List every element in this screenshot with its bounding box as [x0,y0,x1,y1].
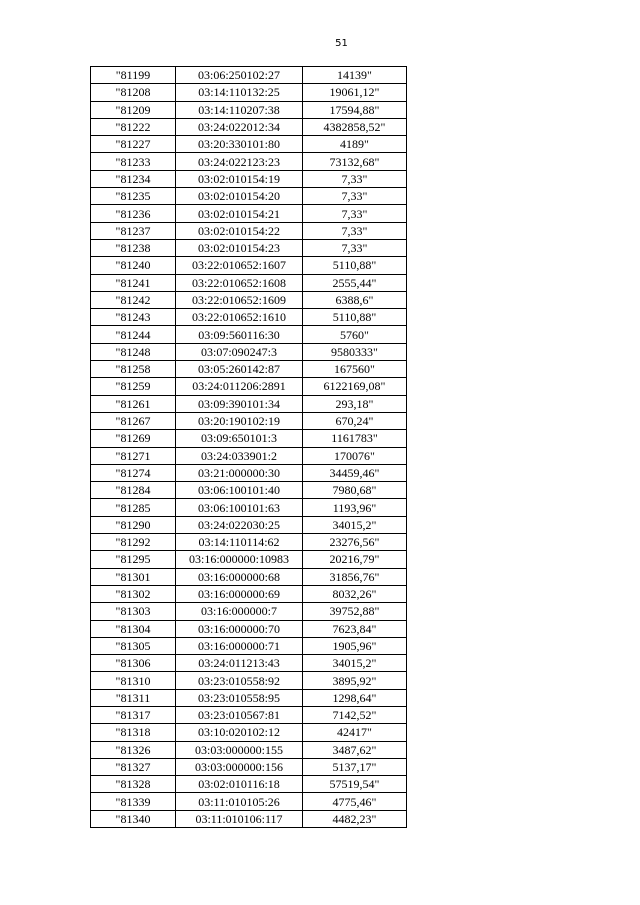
cadastral-number-cell: 03:02:010154:22 [176,222,303,239]
table-row [91,464,407,481]
value-cell: 4189" [303,136,407,153]
record-id-cell: "81295 [91,551,176,568]
cadastral-number-cell: 03:09:650101:3 [176,430,303,447]
cadastral-number-cell: 03:16:000000:7 [176,603,303,620]
record-id-cell: "81222 [91,118,176,135]
record-id-cell: "81269 [91,430,176,447]
cadastral-number-cell: 03:02:010154:19 [176,170,303,187]
cadastral-number-cell: 03:09:560116:30 [176,326,303,343]
table-row [91,274,407,291]
table-row [91,101,407,118]
cadastral-number-cell: 03:03:000000:155 [176,741,303,758]
cadastral-number-cell: 03:07:090247:3 [176,343,303,360]
value-cell: 7,33" [303,170,407,187]
table-row [91,620,407,637]
value-cell: 14139" [303,67,407,84]
record-id-cell: "81304 [91,620,176,637]
value-cell: 17594,88" [303,101,407,118]
table-row [91,205,407,222]
cadastral-number-cell: 03:11:010106:117 [176,810,303,827]
record-id-cell: "81199 [91,67,176,84]
table-row [91,551,407,568]
value-cell: 23276,56" [303,534,407,551]
value-cell: 8032,26" [303,585,407,602]
table-row [91,689,407,706]
table-row [91,776,407,793]
cadastral-number-cell: 03:02:010154:21 [176,205,303,222]
table-row [91,84,407,101]
table-row [91,482,407,499]
table-row [91,724,407,741]
record-id-cell: "81327 [91,758,176,775]
table-row [91,153,407,170]
table-row [91,793,407,810]
data-table [90,66,407,828]
table-row [91,188,407,205]
cadastral-number-cell: 03:16:000000:10983 [176,551,303,568]
record-id-cell: "81227 [91,136,176,153]
cadastral-number-cell: 03:22:010652:1608 [176,274,303,291]
table-row [91,672,407,689]
cadastral-number-cell: 03:24:011213:43 [176,655,303,672]
table-row [91,741,407,758]
cadastral-number-cell: 03:06:250102:27 [176,67,303,84]
cadastral-number-cell: 03:02:010154:20 [176,188,303,205]
value-cell: 9580333" [303,343,407,360]
table-row [91,758,407,775]
value-cell: 34459,46" [303,464,407,481]
cadastral-number-cell: 03:23:010558:92 [176,672,303,689]
cadastral-number-cell: 03:22:010652:1607 [176,257,303,274]
table-row [91,170,407,187]
value-cell: 167560" [303,361,407,378]
value-cell: 7,33" [303,222,407,239]
value-cell: 7,33" [303,205,407,222]
value-cell: 3487,62" [303,741,407,758]
record-id-cell: "81267 [91,412,176,429]
cadastral-number-cell: 03:10:020102:12 [176,724,303,741]
record-id-cell: "81258 [91,361,176,378]
value-cell: 42417" [303,724,407,741]
cadastral-number-cell: 03:20:330101:80 [176,136,303,153]
record-id-cell: "81301 [91,568,176,585]
record-id-cell: "81208 [91,84,176,101]
cadastral-number-cell: 03:24:033901:2 [176,447,303,464]
record-id-cell: "81317 [91,706,176,723]
record-id-cell: "81328 [91,776,176,793]
value-cell: 7623,84" [303,620,407,637]
record-id-cell: "81310 [91,672,176,689]
table-row [91,655,407,672]
table-row [91,447,407,464]
value-cell: 73132,68" [303,153,407,170]
cadastral-number-cell: 03:24:022012:34 [176,118,303,135]
table-row [91,412,407,429]
value-cell: 57519,54" [303,776,407,793]
value-cell: 6388,6" [303,291,407,308]
table-row [91,343,407,360]
cadastral-number-cell: 03:16:000000:70 [176,620,303,637]
record-id-cell: "81209 [91,101,176,118]
record-id-cell: "81290 [91,516,176,533]
value-cell: 7,33" [303,188,407,205]
record-id-cell: "81259 [91,378,176,395]
record-id-cell: "81303 [91,603,176,620]
value-cell: 1298,64" [303,689,407,706]
record-id-cell: "81235 [91,188,176,205]
record-id-cell: "81271 [91,447,176,464]
cadastral-number-cell: 03:06:100101:63 [176,499,303,516]
table-row [91,239,407,256]
cadastral-number-cell: 03:14:110207:38 [176,101,303,118]
value-cell: 19061,12" [303,84,407,101]
table-row [91,309,407,326]
cadastral-number-cell: 03:09:390101:34 [176,395,303,412]
table-row [91,568,407,585]
table-body [91,67,407,828]
cadastral-number-cell: 03:05:260142:87 [176,361,303,378]
table-row [91,810,407,827]
value-cell: 34015,2" [303,655,407,672]
value-cell: 1193,96" [303,499,407,516]
table-row [91,118,407,135]
table-row [91,361,407,378]
cadastral-number-cell: 03:14:110132:25 [176,84,303,101]
cadastral-number-cell: 03:24:011206:2891 [176,378,303,395]
value-cell: 3895,92" [303,672,407,689]
record-id-cell: "81236 [91,205,176,222]
value-cell: 7142,52" [303,706,407,723]
table-row [91,378,407,395]
value-cell: 5110,88" [303,257,407,274]
cadastral-number-cell: 03:03:000000:156 [176,758,303,775]
table-row [91,326,407,343]
record-id-cell: "81243 [91,309,176,326]
cadastral-number-cell: 03:23:010558:95 [176,689,303,706]
cadastral-number-cell: 03:22:010652:1609 [176,291,303,308]
record-id-cell: "81284 [91,482,176,499]
cadastral-number-cell: 03:16:000000:69 [176,585,303,602]
value-cell: 5760" [303,326,407,343]
cadastral-number-cell: 03:20:190102:19 [176,412,303,429]
cadastral-number-cell: 03:16:000000:71 [176,637,303,654]
value-cell: 5137,17" [303,758,407,775]
record-id-cell: "81306 [91,655,176,672]
table-row [91,430,407,447]
value-cell: 7980,68" [303,482,407,499]
record-id-cell: "81234 [91,170,176,187]
value-cell: 34015,2" [303,516,407,533]
record-id-cell: "81244 [91,326,176,343]
value-cell: 7,33" [303,239,407,256]
record-id-cell: "81248 [91,343,176,360]
record-id-cell: "81285 [91,499,176,516]
table-row [91,706,407,723]
value-cell: 170076" [303,447,407,464]
record-id-cell: "81302 [91,585,176,602]
value-cell: 6122169,08" [303,378,407,395]
record-id-cell: "81305 [91,637,176,654]
value-cell: 293,18" [303,395,407,412]
table-row [91,257,407,274]
record-id-cell: "81274 [91,464,176,481]
table-row [91,516,407,533]
record-id-cell: "81238 [91,239,176,256]
value-cell: 1905,96" [303,637,407,654]
value-cell: 4775,46" [303,793,407,810]
record-id-cell: "81242 [91,291,176,308]
cadastral-number-cell: 03:24:022123:23 [176,153,303,170]
value-cell: 31856,76" [303,568,407,585]
cadastral-number-cell: 03:16:000000:68 [176,568,303,585]
cadastral-number-cell: 03:06:100101:40 [176,482,303,499]
table-row [91,136,407,153]
table-row [91,222,407,239]
record-id-cell: "81339 [91,793,176,810]
cadastral-number-cell: 03:23:010567:81 [176,706,303,723]
value-cell: 4382858,52" [303,118,407,135]
record-id-cell: "81240 [91,257,176,274]
table-row [91,585,407,602]
value-cell: 4482,23" [303,810,407,827]
cadastral-number-cell: 03:02:010116:18 [176,776,303,793]
table-row [91,395,407,412]
page-number: 51 [335,38,348,49]
value-cell: 670,24" [303,412,407,429]
cadastral-number-cell: 03:14:110114:62 [176,534,303,551]
table-row [91,637,407,654]
value-cell: 20216,79" [303,551,407,568]
record-id-cell: "81241 [91,274,176,291]
cadastral-number-cell: 03:24:022030:25 [176,516,303,533]
record-id-cell: "81292 [91,534,176,551]
table-row [91,534,407,551]
cadastral-number-cell: 03:02:010154:23 [176,239,303,256]
record-id-cell: "81340 [91,810,176,827]
record-id-cell: "81237 [91,222,176,239]
record-id-cell: "81261 [91,395,176,412]
value-cell: 5110,88" [303,309,407,326]
value-cell: 1161783" [303,430,407,447]
record-id-cell: "81233 [91,153,176,170]
cadastral-number-cell: 03:22:010652:1610 [176,309,303,326]
table-row [91,499,407,516]
table-row [91,291,407,308]
record-id-cell: "81311 [91,689,176,706]
value-cell: 39752,88" [303,603,407,620]
table-row [91,67,407,84]
cadastral-number-cell: 03:11:010105:26 [176,793,303,810]
value-cell: 2555,44" [303,274,407,291]
cadastral-number-cell: 03:21:000000:30 [176,464,303,481]
record-id-cell: "81318 [91,724,176,741]
table-row [91,603,407,620]
record-id-cell: "81326 [91,741,176,758]
